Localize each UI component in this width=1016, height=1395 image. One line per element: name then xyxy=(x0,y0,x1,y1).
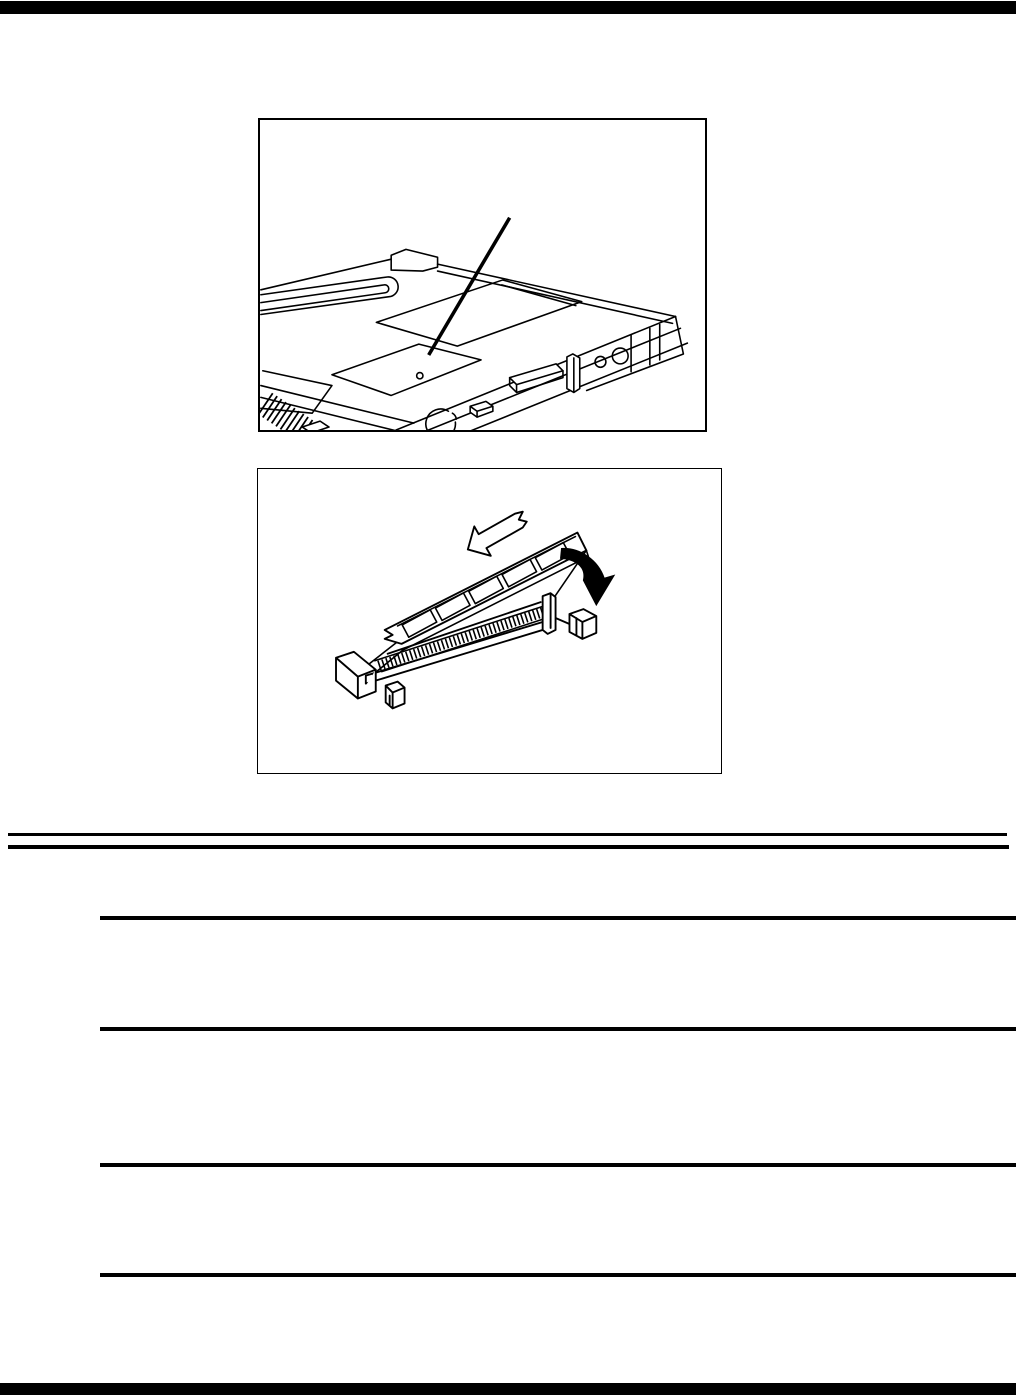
right-face-edge xyxy=(587,316,684,390)
memory-module-illustration xyxy=(258,469,721,773)
table-rule-1 xyxy=(100,916,1016,920)
laptop-back-right-edge xyxy=(438,264,676,323)
double-rule-bottom xyxy=(8,845,1009,849)
vent-slot-inner xyxy=(261,285,389,311)
laptop-back-block xyxy=(391,249,437,271)
memory-door xyxy=(332,344,481,395)
top-rule-bar xyxy=(0,1,1016,14)
figure-memory-module xyxy=(257,468,722,774)
bottom-rule-bar xyxy=(0,1383,1016,1395)
table-rule-3 xyxy=(100,1163,1016,1167)
right-latch-clip xyxy=(569,609,596,639)
port-hole-large xyxy=(612,348,628,364)
table-rule-4 xyxy=(100,1273,1016,1277)
large-access-panel-seam xyxy=(502,285,576,306)
front-slot-bar-top xyxy=(510,364,563,385)
table-rule-2 xyxy=(100,1027,1016,1031)
front-post xyxy=(567,354,580,393)
volume-dial-arc-2 xyxy=(452,413,456,419)
left-latch-clip xyxy=(386,682,405,709)
socket-right-end xyxy=(543,593,570,634)
memory-door-screw xyxy=(417,373,423,379)
pointer-line xyxy=(429,218,510,355)
figure-laptop-bottom xyxy=(258,118,707,432)
vent-slot-outer xyxy=(261,277,398,315)
bottom-left-foot xyxy=(302,421,329,430)
insert-direction-arrow xyxy=(468,512,527,556)
laptop-bottom-illustration xyxy=(260,120,705,430)
front-button-bar xyxy=(470,401,493,417)
double-rule-top xyxy=(8,833,1007,836)
